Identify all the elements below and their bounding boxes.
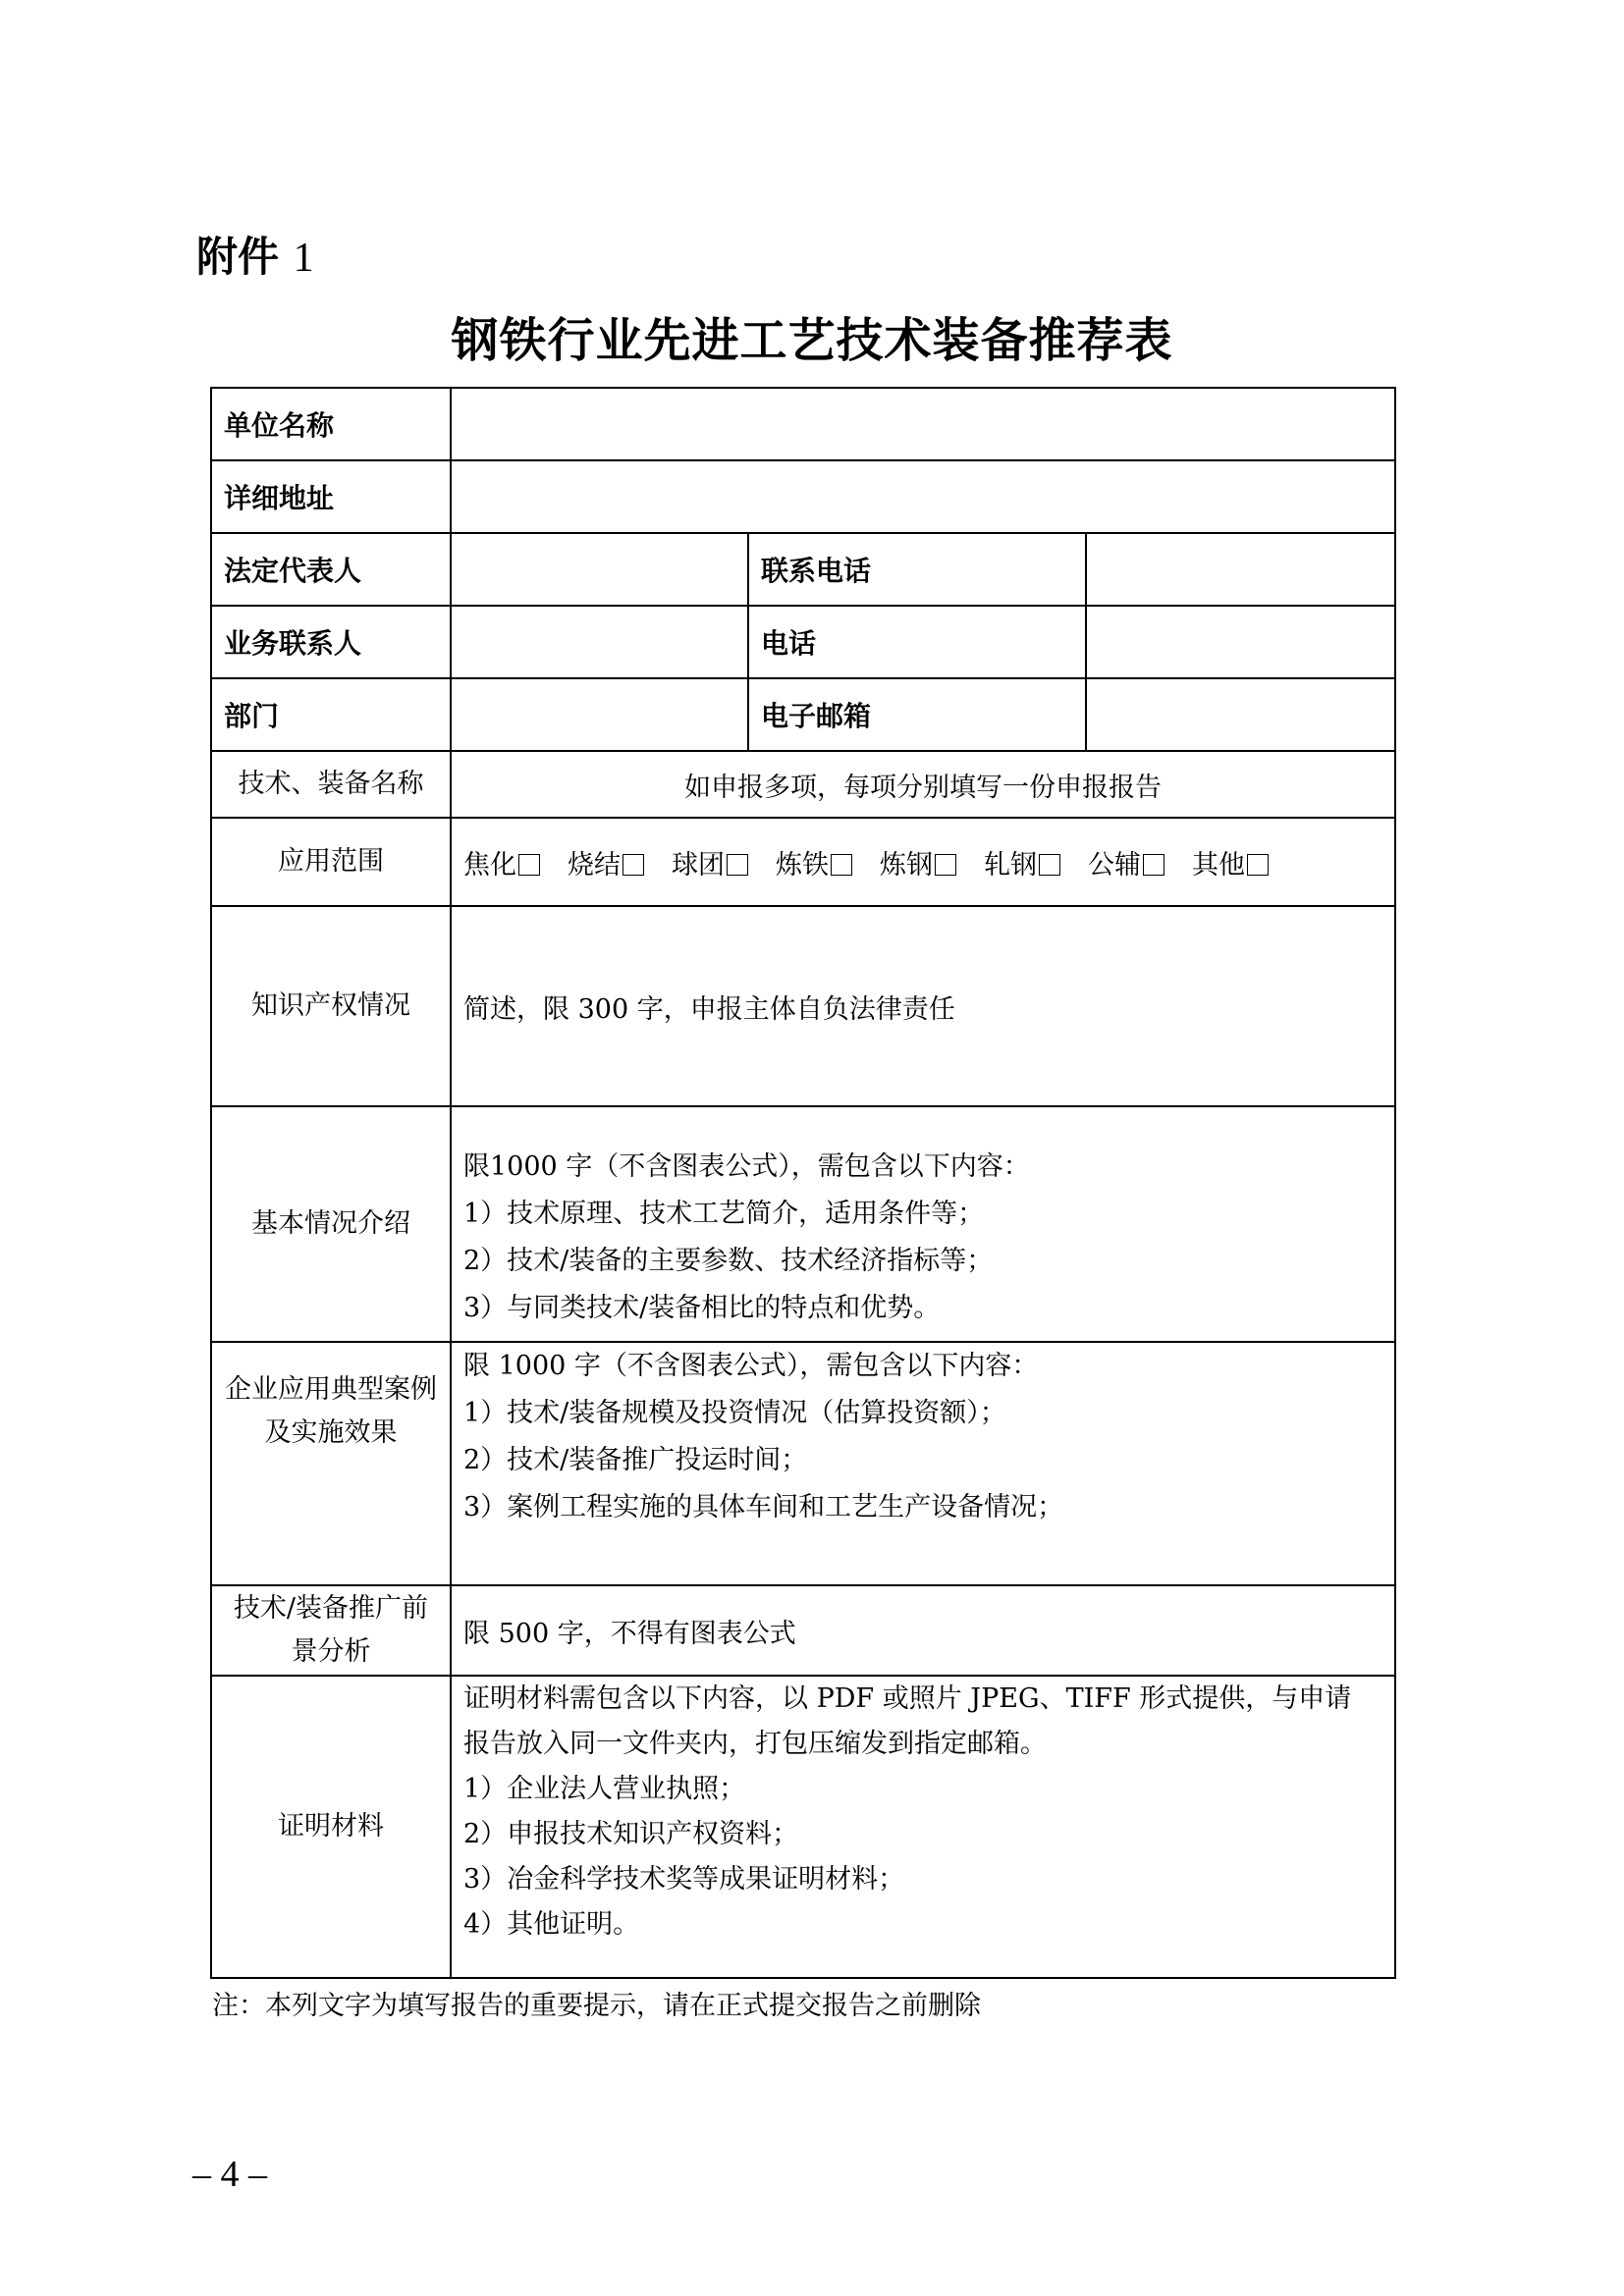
scope-option-label: 轧钢 <box>984 849 1037 881</box>
business-contact-label: 业务联系人 <box>211 606 451 678</box>
row-proof <box>211 1676 1395 1978</box>
email-label: 电子邮箱 <box>748 678 1086 751</box>
document-title: 钢铁行业先进工艺技术装备推荐表 <box>451 313 1173 368</box>
scope-options <box>451 818 1395 906</box>
row-legal-rep <box>211 533 1395 606</box>
case-line: 3）案例工程实施的具体车间和工艺生产设备情况； <box>463 1492 1064 1522</box>
case-label: 企业应用典型案例及实施效果 <box>211 1342 451 1585</box>
checkbox-icon[interactable] <box>935 854 956 876</box>
page-number: – 4 – <box>192 2154 267 2195</box>
scope-option-label: 公辅 <box>1088 849 1141 881</box>
scope-option-label: 其他 <box>1192 849 1245 881</box>
scope-option-pelletizing[interactable] <box>672 843 748 881</box>
row-basic-info <box>211 1106 1395 1342</box>
checkbox-icon[interactable] <box>1143 854 1164 876</box>
attachment-label <box>196 228 314 288</box>
tech-name-hint[interactable]: 如申报多项，每项分别填写一份申报报告 <box>451 751 1395 818</box>
scope-option-ironmaking[interactable] <box>776 843 852 881</box>
scope-option-other[interactable] <box>1192 843 1269 881</box>
proof-line: 报告放入同一文件夹内，打包压缩发到指定邮箱。 <box>463 1729 1047 1759</box>
scope-option-label: 炼铁 <box>776 849 829 881</box>
checkbox-icon[interactable] <box>1039 854 1060 876</box>
contact-phone-label: 联系电话 <box>748 533 1086 606</box>
phone-label: 电话 <box>748 606 1086 678</box>
recommendation-form-table <box>210 387 1396 1979</box>
ip-hint[interactable]: 简述，限 300 字，申报主体自负法律责任 <box>451 906 1395 1106</box>
email-field[interactable] <box>1086 678 1395 751</box>
attachment-label-text: 附件 <box>196 233 280 281</box>
checkbox-icon[interactable] <box>518 854 540 876</box>
case-field[interactable] <box>451 1342 1395 1585</box>
checkbox-icon[interactable] <box>1247 854 1269 876</box>
row-case <box>211 1342 1395 1585</box>
proof-line: 3）冶金科学技术奖等成果证明材料； <box>463 1864 905 1895</box>
scope-option-rolling[interactable] <box>984 843 1060 881</box>
scope-option-steelmaking[interactable] <box>880 843 956 881</box>
unit-name-label: 单位名称 <box>211 388 451 460</box>
scope-option-label: 烧结 <box>568 849 621 881</box>
row-unit-name <box>211 388 1395 460</box>
tech-name-label: 技术、装备名称 <box>211 751 451 818</box>
proof-label: 证明材料 <box>211 1676 451 1978</box>
proof-line: 2）申报技术知识产权资料； <box>463 1819 799 1849</box>
scope-option-sintering[interactable] <box>568 843 644 881</box>
row-department <box>211 678 1395 751</box>
row-scope <box>211 818 1395 906</box>
basic-info-line: 2）技术/装备的主要参数、技术经济指标等； <box>463 1246 994 1276</box>
case-line: 限 1000 字（不含图表公式），需包含以下内容： <box>463 1351 1039 1381</box>
contact-phone-field[interactable] <box>1086 533 1395 606</box>
address-label: 详细地址 <box>211 460 451 533</box>
ip-label: 知识产权情况 <box>211 906 451 1106</box>
business-contact-field[interactable] <box>451 606 748 678</box>
scope-option-label: 炼钢 <box>880 849 933 881</box>
prospect-label: 技术/装备推广前景分析 <box>211 1585 451 1676</box>
scope-option-auxiliary[interactable] <box>1088 843 1164 881</box>
scope-option-label: 焦化 <box>463 849 516 881</box>
proof-field[interactable] <box>451 1676 1395 1978</box>
prospect-hint[interactable]: 限 500 字，不得有图表公式 <box>451 1585 1395 1676</box>
row-tech-name <box>211 751 1395 818</box>
unit-name-field[interactable] <box>451 388 1395 460</box>
scope-option-label: 球团 <box>672 849 725 881</box>
checkbox-icon[interactable] <box>727 854 748 876</box>
legal-rep-label: 法定代表人 <box>211 533 451 606</box>
attachment-number: 1 <box>293 236 314 281</box>
scope-option-coking[interactable] <box>463 843 540 881</box>
proof-line: 1）企业法人营业执照； <box>463 1774 746 1804</box>
legal-rep-field[interactable] <box>451 533 748 606</box>
row-business-contact <box>211 606 1395 678</box>
row-ip <box>211 906 1395 1106</box>
proof-line: 4）其他证明。 <box>463 1909 640 1940</box>
footnote: 注：本列文字为填写报告的重要提示，请在正式提交报告之前删除 <box>212 1991 981 2021</box>
checkbox-icon[interactable] <box>831 854 852 876</box>
basic-info-line: 限1000 字（不含图表公式），需包含以下内容： <box>463 1151 1030 1182</box>
case-line: 2）技术/装备推广投运时间； <box>463 1445 808 1475</box>
scope-label: 应用范围 <box>211 818 451 906</box>
row-prospect <box>211 1585 1395 1676</box>
case-line: 1）技术/装备规模及投资情况（估算投资额）； <box>463 1398 1006 1428</box>
basic-info-line: 3）与同类技术/装备相比的特点和优势。 <box>463 1293 941 1323</box>
phone-field[interactable] <box>1086 606 1395 678</box>
department-label: 部门 <box>211 678 451 751</box>
basic-info-label: 基本情况介绍 <box>211 1106 451 1342</box>
basic-info-line: 1）技术原理、技术工艺简介，适用条件等； <box>463 1199 985 1229</box>
address-field[interactable] <box>451 460 1395 533</box>
row-address <box>211 460 1395 533</box>
checkbox-icon[interactable] <box>623 854 644 876</box>
proof-line: 证明材料需包含以下内容，以 PDF 或照片 JPEG、TIFF 形式提供，与申请 <box>463 1683 1352 1714</box>
department-field[interactable] <box>451 678 748 751</box>
basic-info-field[interactable] <box>451 1106 1395 1342</box>
